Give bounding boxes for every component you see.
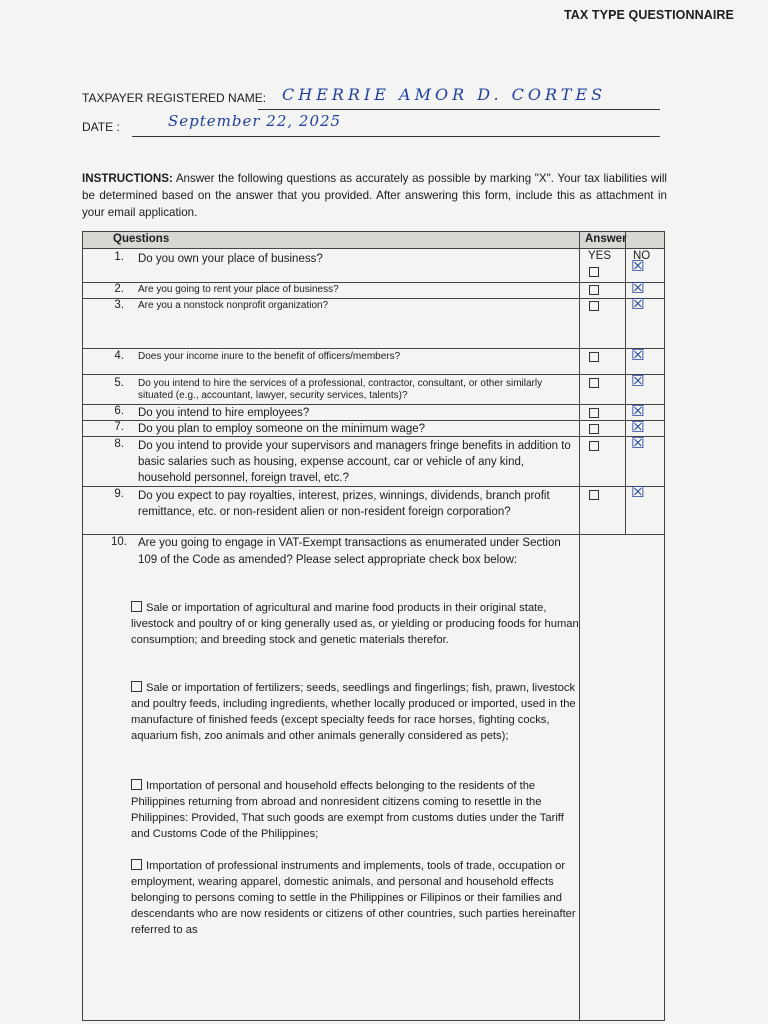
- yes-checkbox[interactable]: [589, 408, 599, 418]
- date-line: [132, 136, 660, 137]
- question-number: 8.: [114, 438, 124, 450]
- yes-no-divider: [625, 232, 626, 535]
- instructions-label: INSTRUCTIONS:: [82, 172, 173, 185]
- no-checkbox-checked[interactable]: ☒: [631, 418, 645, 436]
- question-text: Do you expect to pay royalties, interest, prizes, winnings, dividends, branch profit remittance, etc. or non-resident alien or non-resident foreign corporation?: [138, 490, 550, 518]
- question-number: 9.: [114, 488, 124, 500]
- option-checkbox[interactable]: [131, 779, 142, 790]
- yes-checkbox[interactable]: [589, 285, 599, 295]
- yes-checkbox[interactable]: [589, 490, 599, 500]
- yes-header: YES: [588, 250, 612, 262]
- question-text: Are you going to rent your place of business?: [138, 284, 339, 295]
- no-checkbox-checked[interactable]: ☒: [631, 372, 645, 390]
- date-value[interactable]: September 22, 2025: [168, 112, 342, 130]
- question-text: Do you plan to employ someone on the minimum wage?: [138, 423, 426, 435]
- no-checkbox-checked[interactable]: ☒: [631, 257, 645, 275]
- yes-checkbox[interactable]: [589, 267, 599, 277]
- vat-option-professional-instruments[interactable]: [131, 858, 579, 938]
- no-checkbox-checked[interactable]: ☒: [631, 279, 645, 297]
- date-label: DATE :: [82, 120, 120, 134]
- option-text: Sale or importation of agricultural and marine food products in their original state, livestock and poultry of or king generally used as, or yielding or producing foods for human consumption; and breeding stock and genetic materials therefor.: [131, 602, 579, 646]
- question-number: 3.: [114, 299, 124, 311]
- question-number: 2.: [114, 283, 124, 295]
- option-checkbox[interactable]: [131, 681, 142, 692]
- question-number: 10.: [111, 536, 127, 548]
- question-number: 4.: [114, 350, 124, 362]
- no-header: NO: [633, 250, 651, 262]
- questions-header: Questions: [113, 233, 170, 245]
- question-number: 1.: [114, 251, 124, 263]
- vat-option-agricultural[interactable]: [131, 600, 579, 648]
- row-divider: [83, 282, 664, 283]
- question-text: Are you a nonstock nonprofit organization?: [138, 300, 329, 311]
- vat-exempt-question-text: Are you going to engage in VAT-Exempt transactions as enumerated under Section 109 of the Code as amended? Please select appropriate check box below:: [138, 537, 561, 566]
- option-checkbox[interactable]: [131, 601, 142, 612]
- answer-header: Answer: [585, 233, 627, 245]
- vat-option-personal-effects[interactable]: [131, 778, 579, 842]
- yes-checkbox[interactable]: [589, 301, 599, 311]
- answer-column-divider: [579, 232, 580, 1020]
- option-text: Importation of professional instruments and implements, tools of trade, occupation or employment, wearing apparel, domestic animals, and personal and household effects belonging to persons coming to settle in the Philippines or Filipinos or their families and descendants who are now residents or citizens of other countries, such parties hereinafter referred to as: [131, 860, 576, 936]
- table-header-band: [83, 232, 664, 248]
- no-checkbox-checked[interactable]: ☒: [631, 295, 645, 313]
- yes-checkbox[interactable]: [589, 424, 599, 434]
- row-divider: [83, 298, 664, 299]
- taxpayer-name-label: TAXPAYER REGISTERED NAME:: [82, 91, 267, 105]
- question-number: 7.: [114, 421, 124, 433]
- yes-checkbox[interactable]: [589, 378, 599, 388]
- question-text: Do you own your place of business?: [138, 253, 323, 265]
- option-text: Importation of personal and household effects belonging to the residents of the Philippines returning from abroad and nonresident citizens coming to resettle in the Philippines: Provided, That such goods are exempt from customs duties under the Tariff and Customs Code of the Philippines;: [131, 780, 564, 840]
- no-checkbox-checked[interactable]: ☒: [631, 402, 645, 420]
- taxpayer-name-line: [258, 109, 660, 110]
- questions-table: [82, 231, 665, 1021]
- no-checkbox-checked[interactable]: ☒: [631, 483, 645, 501]
- no-checkbox-checked[interactable]: ☒: [631, 346, 645, 364]
- yes-checkbox[interactable]: [589, 441, 599, 451]
- question-text: Do you intend to provide your supervisors and managers fringe benefits in addition to basic salaries such as housing, expense account, car or vehicle of any kind, household personnel, foreign travel, etc.?: [138, 440, 571, 484]
- vat-option-fertilizers[interactable]: [131, 680, 579, 744]
- row-divider: [83, 248, 664, 249]
- document-title: TAX TYPE QUESTIONNAIRE: [563, 8, 734, 22]
- option-checkbox[interactable]: [131, 859, 142, 870]
- question-text: Do you intend to hire the services of a professional, contractor, consultant, or other similarly situated (e.g., accountant, lawyer, security services, talents)?: [138, 378, 543, 401]
- instructions-text: Answer the following questions as accurately as possible by marking "X". Your tax liabilities will be determined based on the answer that you provided. After answering this form, include this as attachment in your email application.: [82, 172, 667, 219]
- row-divider: [83, 348, 664, 349]
- question-number: 6.: [114, 405, 124, 417]
- instructions: [82, 170, 667, 221]
- question-text: Do you intend to hire employees?: [138, 407, 310, 419]
- row-divider: [83, 486, 664, 487]
- row-divider: [83, 374, 664, 375]
- question-text: Does your income inure to the benefit of officers/members?: [138, 351, 401, 362]
- option-text: Sale or importation of fertilizers; seeds, seedlings and fingerlings; fish, prawn, livestock and poultry feeds, including ingredients, whether locally produced or imported, used in the manufacture of finished feeds (except specialty feeds for race horses, fighting cocks, aquarium fish, zoo animals and other animals generally considered as pets);: [131, 682, 576, 742]
- question-number: 5.: [114, 377, 124, 389]
- yes-checkbox[interactable]: [589, 352, 599, 362]
- taxpayer-name-value[interactable]: CHERRIE AMOR D. CORTES: [282, 85, 607, 104]
- no-checkbox-checked[interactable]: ☒: [631, 434, 645, 452]
